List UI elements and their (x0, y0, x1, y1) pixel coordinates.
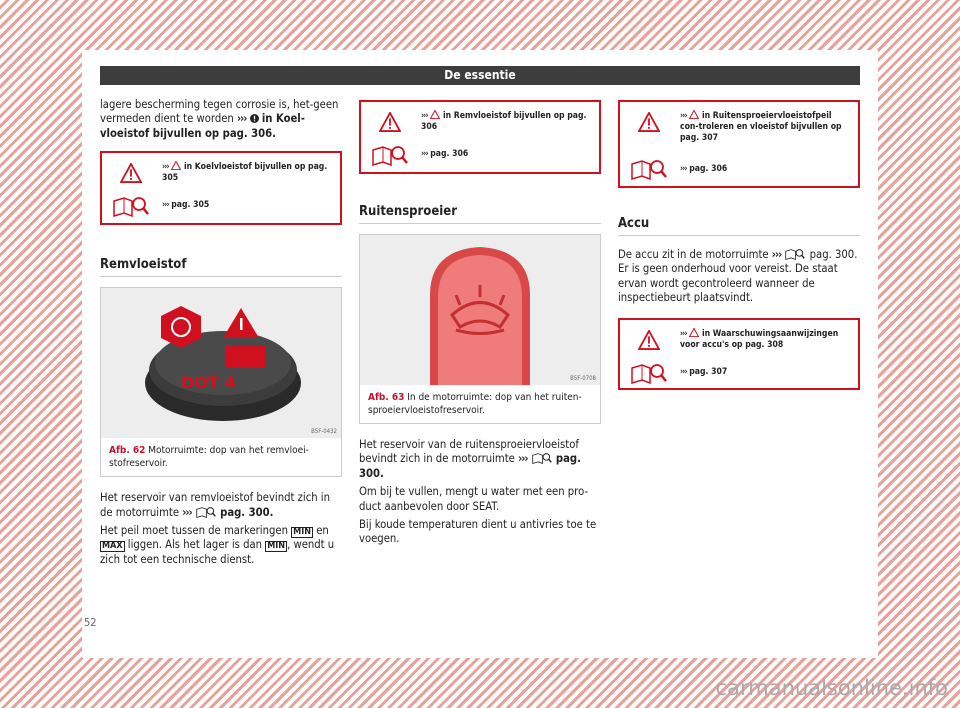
washer-paragraph: Het reservoir van de ruitensproeiervloeistof bevindt zich in de motorruimte ››› pag. 300. (359, 438, 581, 480)
chevron-icon: ››› (162, 162, 169, 173)
warning-note: ››› in Waarschuwingsaanwijzingen voor accu's op pag. 308 ››› pag. 307 (618, 318, 860, 390)
figure-caption: In de motorruimte: dop van het ruiten-sproeiervloeistofreservoir. (368, 392, 582, 416)
min-marker: MIN (267, 541, 286, 552)
min-marker: MIN (293, 527, 312, 538)
warning-reference[interactable]: in Ruitensproeiervloeistofpeil con-troleren en vloeistof bijvullen op pag. 307 (680, 111, 842, 143)
chevron-icon: ››› (236, 112, 247, 126)
brake-fluid-cap-image (101, 288, 341, 438)
info-reference[interactable]: pag. 307 (689, 366, 728, 377)
max-marker: MAX (102, 541, 123, 552)
warning-reference[interactable]: in Waarschuwingsaanwijzingen voor accu's op pag. 308 (680, 328, 839, 350)
warning-small-icon (430, 110, 440, 119)
book-magnifier-icon (784, 248, 806, 260)
warning-small-icon (689, 328, 699, 337)
info-reference[interactable]: pag. 305 (171, 200, 210, 211)
column-3 (618, 98, 860, 400)
book-magnifier-icon (630, 158, 668, 180)
info-reference[interactable]: pag. 306 (689, 164, 728, 174)
book-magnifier-icon (630, 362, 668, 384)
section-header: De essentie (100, 66, 860, 85)
warning-note: ››› in Ruitensproeiervloeistofpeil con-troleren en vloeistof bijvullen op pag. 307 ››› pag. 306 (618, 100, 860, 188)
warning-note: ››› in Remvloeistof bijvullen op pag. 306 ››› pag. 306 (359, 100, 601, 174)
figure-label: Afb. 63 (368, 392, 405, 403)
warning-note (100, 151, 342, 225)
figure-caption: Motorruimte: dop van het remvloei-stofreservoir. (109, 445, 309, 470)
book-magnifier-icon (195, 506, 217, 518)
battery-paragraph: De accu zit in de motorruimte ››› pag. 300. Er is geen onderhoud voor vereist. De staat ervan wordt gecontroleerd wanneer de inspectiebeurt plaatsvindt. (618, 248, 858, 305)
antifreeze-paragraph: Bij koude temperaturen dient u antivries toe te voegen. (359, 518, 597, 546)
book-magnifier-icon (531, 452, 553, 464)
warning-icon (638, 330, 660, 350)
column-2 (359, 98, 601, 551)
book-magnifier-icon (112, 195, 150, 217)
washer-cap-drawing (360, 235, 600, 385)
section-heading-remvloeistof: Remvloeistof (100, 257, 342, 277)
warning-icon (379, 112, 401, 132)
warning-reference[interactable]: in Koelvloeistof bijvullen op pag. 305 (162, 162, 328, 184)
figure-63 (359, 234, 601, 424)
washer-cap-image (360, 235, 600, 385)
section-heading-accu: Accu (618, 216, 860, 236)
figure-code: B5F-0708 (570, 375, 596, 382)
warning-icon (120, 163, 142, 183)
chevron-icon: ››› (162, 200, 169, 211)
page-number: 52 (84, 616, 97, 629)
intro-paragraph: lagere bescherming tegen corrosie is, het-geen vermeden dient te worden ››› in Koel-vloeistof bijvullen op pag. 306. (100, 98, 339, 140)
reservoir-paragraph: Het reservoir van remvloeistof bevindt zich in de motorruimte ››› pag. 300. (100, 491, 330, 519)
info-reference[interactable]: pag. 306 (430, 149, 469, 159)
brake-cap-drawing (101, 288, 341, 438)
figure-62 (100, 287, 342, 477)
column-1 (100, 98, 342, 571)
section-heading-ruitensproeier: Ruitensproeier (359, 204, 601, 224)
figure-code: B5F-0432 (311, 428, 337, 436)
warning-reference[interactable]: in Remvloeistof bijvullen op pag. 306 (421, 111, 587, 132)
book-magnifier-icon (371, 144, 409, 166)
svg-text:DOT 4: DOT 4 (181, 373, 236, 393)
warning-icon (638, 112, 660, 132)
info-circle-icon (250, 114, 259, 123)
level-paragraph: Het peil moet tussen de markeringen MIN en MAX liggen. Als het lager is dan MIN , wendt u zich tot een technische dienst. (100, 524, 335, 566)
warning-small-icon (689, 110, 699, 119)
watermark: carmanualsonline.info (715, 676, 948, 700)
figure-label: Afb. 62 (109, 445, 146, 457)
warning-small-icon (171, 161, 181, 170)
refill-paragraph: Om bij te vullen, mengt u water met een pro-duct aanbevolen door SEAT. (359, 485, 589, 513)
